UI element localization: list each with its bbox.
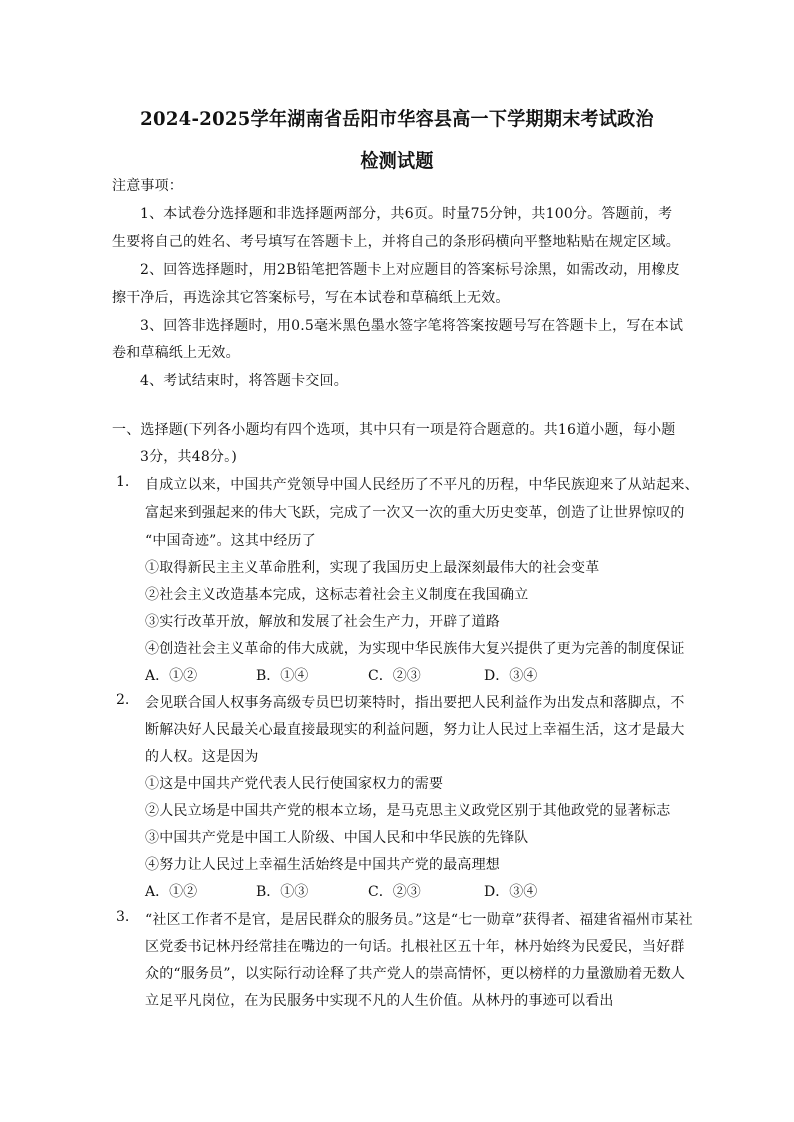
question-1-item-1: ①取得新民主主义革命胜利，实现了我国历史上最深刻最伟大的社会变革	[145, 560, 600, 576]
question-2-item-4: ④努力让人民过上幸福生活始终是中国共产党的最高理想	[145, 857, 500, 873]
question-2-option-d: D．③④	[484, 884, 538, 900]
question-3-stem-line-3: 众的“服务员”，以实际行动诠释了共产党人的崇高情怀，更以榜样的力量激励着无数人	[145, 966, 686, 982]
question-1-stem-line-3: “中国奇迹”。这其中经历了	[145, 533, 316, 549]
note-1-line-2: 生要将自己的姓名、考号填写在答题卡上，并将自己的条形码横向平整地粘贴在规定区域。	[112, 234, 680, 250]
document-title-line1: 2024-2025学年湖南省岳阳市华容县高一下学期期末考试政治	[140, 108, 654, 130]
question-3-stem-line-2: 区党委书记林丹经常挂在嘴边的一句话。扎根社区五十年，林丹始终为民爱民，当好群	[145, 939, 685, 955]
question-2-option-c: C．②③	[368, 884, 421, 900]
question-1-item-2: ②社会主义改造基本完成，这标志着社会主义制度在我国确立	[145, 587, 529, 603]
question-1-item-4: ④创造社会主义革命的伟大成就，为实现中华民族伟大复兴提供了更为完善的制度保证	[145, 641, 685, 657]
question-2-stem-line-1: 会见联合国人权事务高级专员巴切莱特时，指出要把人民利益作为出发点和落脚点，不	[145, 695, 685, 711]
document-title-line2: 检测试题	[360, 150, 434, 172]
question-2-item-2: ②人民立场是中国共产党的根本立场，是马克思主义政党区别于其他政党的显著标志	[145, 803, 671, 819]
section-heading-line-2: 3分，共48分。)	[140, 449, 237, 465]
question-1-number: 1.	[116, 474, 130, 490]
question-3-stem-line-1: “社区工作者不是官，是居民群众的服务员。”这是“七一勋章”获得者、福建省福州市某社	[145, 912, 693, 928]
question-1-stem-line-2: 富起来到强起来的伟大飞跃，完成了一次又一次的重大历史变革，创造了让世界惊叹的	[145, 505, 685, 521]
note-1-line-1: 1、本试卷分选择题和非选择题两部分，共6页。时量75分钟，共100分。答题前，考	[140, 206, 673, 222]
question-2-option-b: B．①③	[256, 884, 309, 900]
note-4-line-1: 4、考试结束时，将答题卡交回。	[140, 373, 348, 389]
question-1-option-b: B．①④	[256, 668, 309, 684]
note-2-line-1: 2、回答选择题时，用2B铅笔把答题卡上对应题目的答案标号涂黑，如需改动，用橡皮	[140, 262, 680, 278]
question-2-stem-line-3: 的人权。这是因为	[145, 749, 259, 765]
question-3-number: 3.	[116, 909, 130, 925]
question-1-stem-line-1: 自成立以来，中国共产党领导中国人民经历了不平凡的历程，中华民族迎来了从站起来、	[145, 477, 699, 493]
question-2-item-3: ③中国共产党是中国工人阶级、中国人民和中华民族的先锋队	[145, 830, 529, 846]
question-1-item-3: ③实行改革开放，解放和发展了社会生产力，开辟了道路	[145, 614, 500, 630]
note-3-line-1: 3、回答非选择题时，用0.5毫米黑色墨水签字笔将答案按题号写在答题卡上，写在本试	[140, 318, 684, 334]
question-1-option-c: C．②③	[368, 668, 421, 684]
notes-heading: 注意事项：	[112, 178, 183, 194]
question-2-option-a: A．①②	[145, 884, 198, 900]
question-2-stem-line-2: 断解决好人民最关心最直接最现实的利益问题，努力让人民过上幸福生活，这才是最大	[145, 722, 685, 738]
question-3-stem-line-4: 立足平凡岗位，在为民服务中实现不凡的人生价值。从林丹的事迹可以看出	[145, 993, 614, 1009]
note-3-line-2: 卷和草稿纸上无效。	[112, 345, 240, 361]
question-2-number: 2.	[116, 692, 130, 708]
note-2-line-2: 擦干净后，再选涂其它答案标号，写在本试卷和草稿纸上无效。	[112, 290, 510, 306]
section-heading-line-1: 一、选择题(下列各小题均有四个选项，其中只有一项是符合题意的。共16道小题，每小题	[112, 422, 676, 438]
question-1-option-a: A．①②	[145, 668, 198, 684]
question-1-option-d: D．③④	[484, 668, 538, 684]
question-2-item-1: ①这是中国共产党代表人民行使国家权力的需要	[145, 776, 444, 792]
